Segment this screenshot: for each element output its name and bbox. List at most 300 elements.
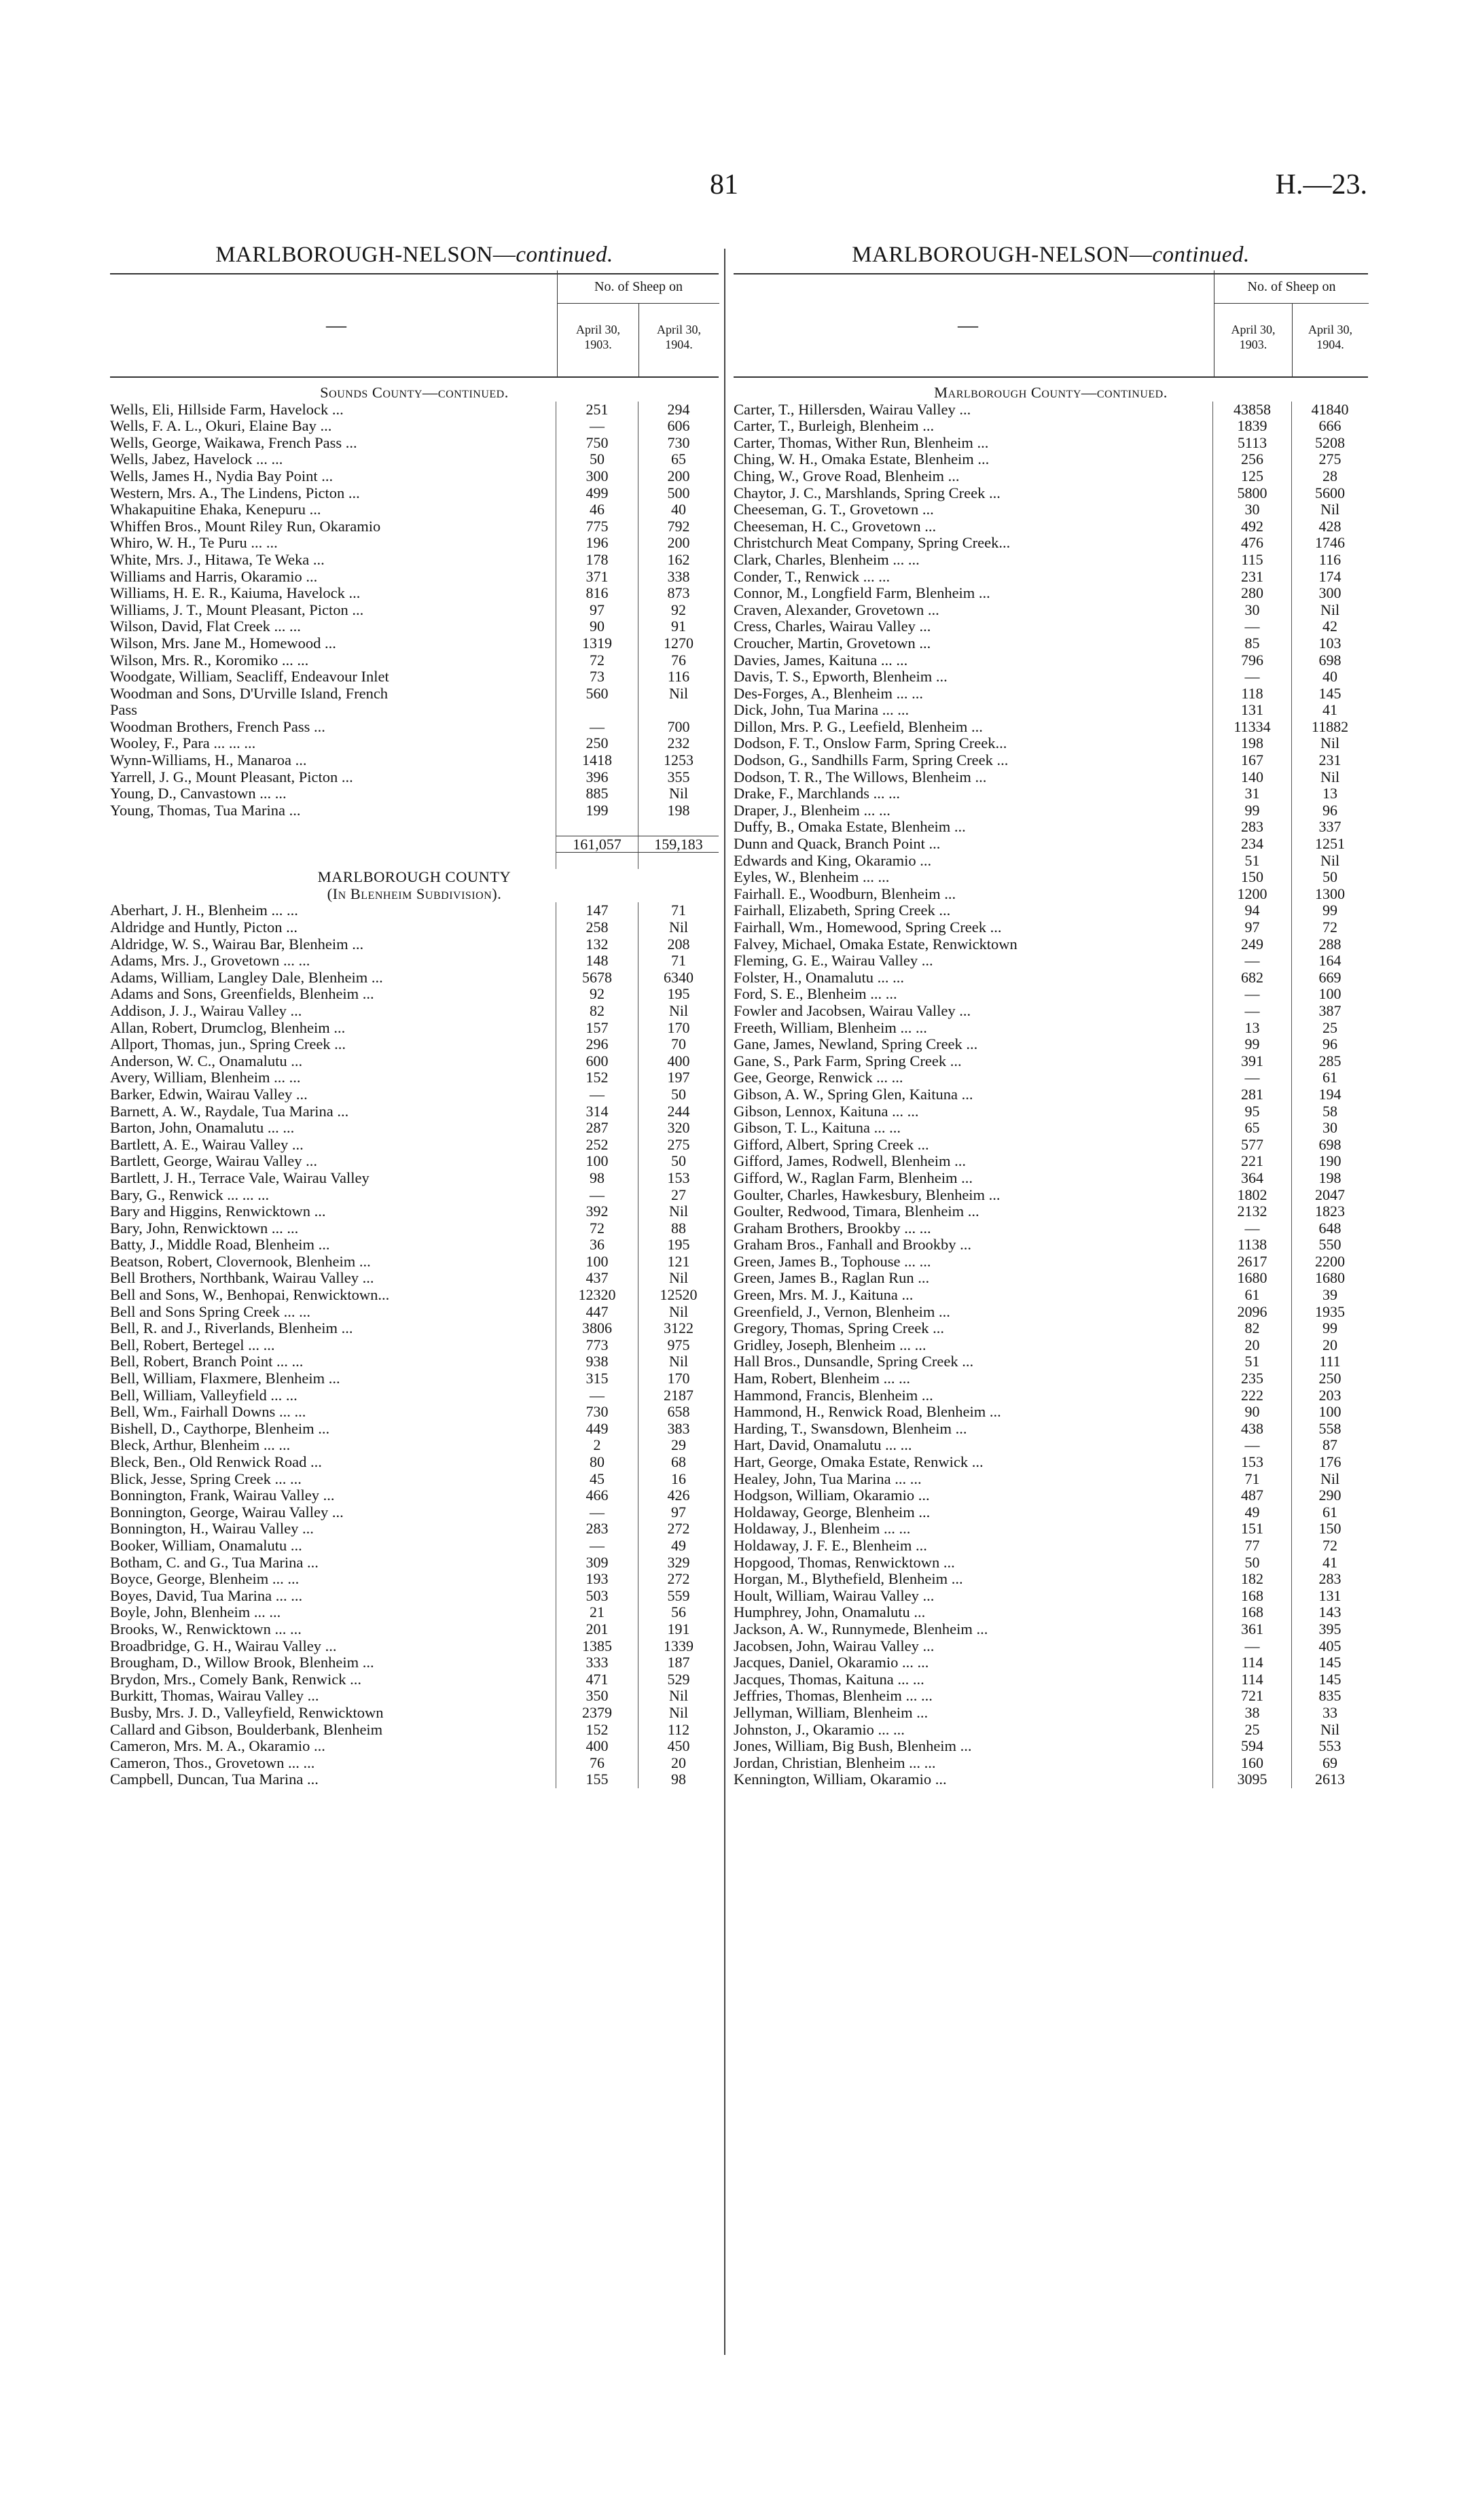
owner-name: Cameron, Mrs. M. A., Okaramio ...	[110, 1738, 325, 1755]
owner-name: Gifford, James, Rodwell, Blenheim ...	[734, 1153, 967, 1170]
sheep-1903: 577	[1212, 1137, 1291, 1154]
header-col-1904-line1: April 30,	[1308, 323, 1352, 336]
table-row	[734, 785, 1368, 802]
table-row	[734, 1621, 1368, 1638]
table-row	[734, 1722, 1368, 1739]
table-row	[110, 1604, 719, 1621]
sheep-1903: 2132	[1212, 1203, 1291, 1220]
sheep-1904: 283	[1291, 1571, 1368, 1588]
sheep-1903: 148	[556, 953, 638, 970]
sheep-1903: 38	[1212, 1705, 1291, 1722]
sheep-1903: 730	[556, 1404, 638, 1421]
sheep-1903: 73	[556, 669, 638, 686]
header-col-1903	[1214, 303, 1292, 376]
owner-name: Fowler and Jacobsen, Wairau Valley ...	[734, 1002, 971, 1019]
table-row	[110, 953, 719, 970]
table-row	[110, 468, 719, 485]
owner-name: Gibson, Lennox, Kaituna ... ...	[734, 1103, 919, 1120]
sheep-1903: 1385	[556, 1638, 638, 1655]
sheep-1903: 94	[1212, 902, 1291, 919]
owner-name: Busby, Mrs. J. D., Valleyfield, Renwicktown	[110, 1704, 384, 1721]
sheep-1903: 1138	[1212, 1237, 1291, 1254]
owner-name: Folster, H., Onamalutu ... ...	[734, 969, 904, 986]
table-row	[734, 836, 1368, 853]
sheep-1904: 1251	[1291, 836, 1368, 853]
subtotal-row	[110, 836, 719, 853]
sheep-1904: 1270	[638, 635, 719, 652]
left-title-text: MARLBOROUGH-NELSON—	[215, 243, 516, 267]
sheep-1903: 45	[556, 1471, 638, 1488]
sheep-1903: 560	[556, 686, 638, 703]
right-title-text: MARLBOROUGH-NELSON—	[852, 243, 1153, 267]
owner-name: Falvey, Michael, Omaka Estate, Renwicktown	[734, 936, 1018, 953]
sheep-1904: Nil	[1291, 1722, 1368, 1739]
table-row	[110, 1237, 719, 1254]
owner-name: Bonnington, George, Wairau Valley ...	[110, 1504, 344, 1521]
sheep-1904: Nil	[638, 1705, 719, 1722]
owner-name: Wooley, F., Para ... ... ...	[110, 735, 256, 752]
table-row	[734, 618, 1368, 635]
table-row	[110, 1705, 719, 1722]
owner-name: Beatson, Robert, Clovernook, Blenheim ...	[110, 1253, 371, 1270]
page-number: 81	[710, 169, 738, 200]
table-row	[110, 819, 719, 836]
sheep-1903: —	[1212, 1069, 1291, 1086]
table-row	[110, 1771, 719, 1788]
sheep-1903: 5113	[1212, 435, 1291, 452]
owner-name: Ford, S. E., Blenheim ... ...	[734, 986, 897, 1003]
table-row	[734, 1588, 1368, 1605]
sheep-1903: 99	[1212, 1036, 1291, 1053]
owner-name: Wilson, Mrs. R., Koromiko ... ...	[110, 652, 309, 669]
sheep-1903: 400	[556, 1738, 638, 1755]
sheep-1903: 2617	[1212, 1254, 1291, 1271]
sheep-1904: 11882	[1291, 719, 1368, 736]
sheep-1904: 40	[1291, 669, 1368, 686]
owner-name: Davis, T. S., Epworth, Blenheim ...	[734, 669, 948, 686]
table-row	[734, 418, 1368, 435]
table-row	[734, 1320, 1368, 1337]
sheep-1903: 350	[556, 1688, 638, 1705]
owner-name: Graham Bros., Fanhall and Brookby ...	[734, 1237, 971, 1254]
sheep-1903: 300	[556, 468, 638, 485]
sheep-1903: 155	[556, 1771, 638, 1788]
sheep-1904: 16	[638, 1471, 719, 1488]
left-column	[110, 239, 719, 1788]
sheep-1904: 61	[1291, 1504, 1368, 1521]
sheep-1903: —	[556, 1387, 638, 1404]
sheep-1903: 132	[556, 936, 638, 953]
sheep-1903: 492	[1212, 518, 1291, 535]
owner-name: Hodgson, William, Okaramio ...	[734, 1487, 930, 1504]
sheep-1904: 1746	[1291, 535, 1368, 552]
sheep-1903: 85	[1212, 635, 1291, 652]
owner-name: Hoult, William, Wairau Valley ...	[734, 1587, 935, 1604]
sheep-1903: 2	[556, 1437, 638, 1454]
sheep-1904: 426	[638, 1487, 719, 1504]
table-row	[734, 1654, 1368, 1671]
sheep-1903: 92	[556, 986, 638, 1003]
sheep-1904: 294	[638, 402, 719, 419]
owner-name: Edwards and King, Okaramio ...	[734, 852, 932, 869]
left-title-suffix: continued.	[516, 243, 613, 267]
sheep-1903: 115	[1212, 552, 1291, 569]
owner-name: Bonnington, H., Wairau Valley ...	[110, 1521, 314, 1538]
table-row	[110, 1738, 719, 1755]
table-row	[734, 1237, 1368, 1254]
sheep-1903: 198	[1212, 735, 1291, 752]
sheep-1904: 61	[1291, 1069, 1368, 1086]
sheep-1904: 103	[1291, 635, 1368, 652]
sheep-1904: 191	[638, 1621, 719, 1638]
header-col-1903	[557, 303, 638, 376]
sheep-1903: 750	[556, 435, 638, 452]
sheep-1904: 200	[638, 468, 719, 485]
section-heading	[110, 869, 719, 886]
table-row	[110, 585, 719, 602]
table-row	[110, 1053, 719, 1070]
sheep-1903: —	[556, 719, 638, 736]
owner-name: Barton, John, Onamalutu ... ...	[110, 1120, 295, 1137]
table-row	[110, 1638, 719, 1655]
sheep-1904	[638, 853, 719, 870]
sheep-1904: 300	[1291, 585, 1368, 602]
sheep-1903: 1802	[1212, 1187, 1291, 1204]
sheep-1903: 283	[1212, 819, 1291, 836]
sheep-1904: 873	[638, 585, 719, 602]
owner-name: Woodgate, William, Seacliff, Endeavour Inlet	[110, 669, 389, 686]
sheep-1904: 49	[638, 1538, 719, 1555]
owner-name: Adams and Sons, Greenfields, Blenheim ...	[110, 986, 374, 1003]
sheep-1904: 500	[638, 485, 719, 502]
sheep-1903: 1839	[1212, 418, 1291, 435]
sheep-1904: 383	[638, 1421, 719, 1438]
table-row	[734, 1555, 1368, 1572]
owner-name: Avery, William, Blenheim ... ...	[110, 1069, 301, 1086]
sheep-1904: 12520	[638, 1287, 719, 1304]
sheep-1903: 182	[1212, 1571, 1291, 1588]
sheep-1903: 114	[1212, 1654, 1291, 1671]
sheep-1903: 168	[1212, 1604, 1291, 1621]
sheep-1903: 221	[1212, 1153, 1291, 1170]
section-heading-text: MARLBOROUGH COUNTY	[317, 869, 511, 886]
table-row	[734, 1337, 1368, 1354]
sheep-1903: 118	[1212, 686, 1291, 703]
header-col-1904-line1: April 30,	[657, 323, 701, 336]
table-row	[734, 886, 1368, 903]
table-row	[110, 802, 719, 819]
owner-name: Bell and Sons Spring Creek ... ...	[110, 1303, 310, 1320]
sheep-1903: —	[1212, 986, 1291, 1003]
sheep-1904: 174	[1291, 569, 1368, 586]
owner-name: Healey, John, Tua Marina ... ...	[734, 1470, 922, 1487]
sheep-1904: 50	[638, 1086, 719, 1103]
table-row	[734, 719, 1368, 736]
table-row	[734, 435, 1368, 452]
sheep-1904: 400	[638, 1053, 719, 1070]
sheep-1904: Nil	[638, 1203, 719, 1220]
sheep-1904: 730	[638, 435, 719, 452]
sheep-1903: —	[1212, 1220, 1291, 1237]
table-row	[734, 1220, 1368, 1237]
sheep-1904: 975	[638, 1337, 719, 1354]
section-heading	[734, 385, 1368, 402]
sheep-1904: 29	[638, 1437, 719, 1454]
table-row	[110, 853, 719, 870]
sheep-1903: 437	[556, 1270, 638, 1287]
sheep-1903: 46	[556, 501, 638, 518]
sheep-1903: 476	[1212, 535, 1291, 552]
sheep-1904: 162	[638, 552, 719, 569]
table-row	[110, 1671, 719, 1688]
owner-name: Horgan, M., Blythefield, Blenheim ...	[734, 1571, 963, 1588]
table-row	[110, 752, 719, 769]
sheep-1904: 450	[638, 1738, 719, 1755]
table-row	[110, 1036, 719, 1053]
owner-name: Wells, James H., Nydia Bay Point ...	[110, 467, 334, 484]
owner-name	[110, 853, 556, 870]
table-row	[734, 1137, 1368, 1154]
table-row	[110, 1454, 719, 1471]
table-row	[734, 1705, 1368, 1722]
table-row	[110, 418, 719, 435]
table-row	[734, 1521, 1368, 1538]
header-dash: —	[958, 314, 978, 336]
sheep-1904: 111	[1291, 1353, 1368, 1370]
owner-name: Wells, George, Waikawa, French Pass ...	[110, 434, 357, 451]
owner-name: Williams, H. E. R., Kaiuma, Havelock ...	[110, 585, 361, 602]
owner-name: Duffy, B., Omaka Estate, Blenheim ...	[734, 819, 966, 836]
owner-name: Dunn and Quack, Branch Point ...	[734, 836, 941, 853]
owner-name: Aberhart, J. H., Blenheim ... ...	[110, 902, 298, 919]
sheep-1904: 700	[638, 719, 719, 736]
sheep-1903: 100	[556, 1153, 638, 1170]
owner-name: Chaytor, J. C., Marshlands, Spring Creek ...	[734, 484, 1001, 501]
table-row	[110, 785, 719, 802]
owner-name: Bell, Robert, Branch Point ... ...	[110, 1353, 304, 1370]
table-row	[110, 602, 719, 619]
sheep-1903: 1319	[556, 635, 638, 652]
sheep-1904: 195	[638, 1237, 719, 1254]
sheep-1903: 438	[1212, 1421, 1291, 1438]
sheep-1903: 125	[1212, 468, 1291, 485]
sheep-1904: 698	[1291, 1137, 1368, 1154]
sheep-1904: 187	[638, 1654, 719, 1671]
sheep-1904: 272	[638, 1521, 719, 1538]
sheep-1903: 1680	[1212, 1270, 1291, 1287]
sheep-1904: 197	[638, 1069, 719, 1086]
table-row	[110, 1287, 719, 1304]
table-row	[734, 1203, 1368, 1220]
table-row	[734, 1404, 1368, 1421]
sheep-1903: 50	[556, 451, 638, 468]
table-row	[734, 1454, 1368, 1471]
sheep-1904: 1935	[1291, 1304, 1368, 1321]
sheep-1903: 447	[556, 1304, 638, 1321]
sheep-1903: 5678	[556, 970, 638, 987]
sheep-1904: 244	[638, 1103, 719, 1120]
table-row	[110, 1437, 719, 1454]
sheep-1903: 178	[556, 552, 638, 569]
sheep-1904: 6340	[638, 970, 719, 987]
sheep-1903: 20	[1212, 1337, 1291, 1354]
sheep-1904: 25	[1291, 1020, 1368, 1037]
owner-name: Hart, David, Onamalutu ... ...	[734, 1437, 912, 1454]
owner-name: Cheeseman, H. C., Grovetown ...	[734, 518, 937, 535]
sheep-1903: 775	[556, 518, 638, 535]
sheep-1904: 2200	[1291, 1254, 1368, 1271]
owner-name: Bell, William, Flaxmere, Blenheim ...	[110, 1370, 340, 1387]
sheep-1903: 30	[1212, 501, 1291, 518]
right-table-header	[734, 270, 1368, 378]
table-row	[734, 1120, 1368, 1137]
sheep-1903: 296	[556, 1036, 638, 1053]
sheep-1904: 70	[638, 1036, 719, 1053]
table-row	[110, 1722, 719, 1739]
table-row	[734, 602, 1368, 619]
sheep-1903: 196	[556, 535, 638, 552]
sheep-1904: 529	[638, 1671, 719, 1688]
sheep-1903: 309	[556, 1555, 638, 1572]
sheep-1904: 100	[1291, 1404, 1368, 1421]
owner-name: Gee, George, Renwick ... ...	[734, 1069, 903, 1086]
sheep-1903: 131	[1212, 702, 1291, 719]
sheep-1903: —	[556, 1538, 638, 1555]
sheep-1903: —	[556, 1504, 638, 1521]
owner-name: Jacobsen, John, Wairau Valley ...	[734, 1637, 935, 1654]
owner-name: Harding, T., Swansdown, Blenheim ...	[734, 1420, 967, 1437]
owner-name: Carter, T., Burleigh, Blenheim ...	[734, 418, 935, 435]
right-rows	[734, 378, 1368, 1788]
owner-name	[110, 819, 556, 836]
table-row	[110, 1387, 719, 1404]
sheep-1904: 3122	[638, 1320, 719, 1337]
sheep-1903: 231	[1212, 569, 1291, 586]
table-row	[734, 1755, 1368, 1772]
owner-name: Bary, G., Renwick ... ... ...	[110, 1186, 270, 1203]
sheep-1903: 140	[1212, 769, 1291, 786]
sheep-1904: 170	[638, 1020, 719, 1037]
sheep-1904: 145	[1291, 686, 1368, 703]
sheep-1903: 25	[1212, 1722, 1291, 1739]
owner-name: Barker, Edwin, Wairau Valley ...	[110, 1086, 308, 1103]
sheep-1904: 58	[1291, 1103, 1368, 1120]
sheep-1904: 194	[1291, 1086, 1368, 1103]
sheep-1904: 72	[1291, 1538, 1368, 1555]
sheep-1903: 251	[556, 402, 638, 419]
sheep-1903: —	[556, 1086, 638, 1103]
sheep-1903: —	[556, 1187, 638, 1204]
sheep-1904: 558	[1291, 1421, 1368, 1438]
table-row	[734, 1103, 1368, 1120]
sheep-1903: 11334	[1212, 719, 1291, 736]
sheep-1904: Nil	[638, 919, 719, 936]
section-heading	[110, 886, 719, 903]
table-row	[110, 535, 719, 552]
table-row	[734, 1771, 1368, 1788]
sheep-1903: 50	[1212, 1555, 1291, 1572]
sheep-1904: 275	[1291, 451, 1368, 468]
sheep-1904: 170	[638, 1370, 719, 1387]
sheep-1904: 33	[1291, 1705, 1368, 1722]
sheep-1904: 2613	[1291, 1771, 1368, 1788]
sheep-1903: 76	[556, 1755, 638, 1772]
sheep-1903: 95	[1212, 1103, 1291, 1120]
header-col-1904-line2: 1904.	[665, 338, 693, 351]
sheep-1904: 231	[1291, 752, 1368, 769]
sheep-1904: 208	[638, 936, 719, 953]
sheep-1903: 5800	[1212, 485, 1291, 502]
owner-name: Adams, William, Langley Dale, Blenheim ...	[110, 969, 383, 986]
table-row	[734, 1170, 1368, 1187]
table-row	[110, 435, 719, 452]
left-rows	[110, 378, 719, 1788]
sheep-1904: Nil	[1291, 1471, 1368, 1488]
sheep-1904: 405	[1291, 1638, 1368, 1655]
sheep-1903: 99	[1212, 802, 1291, 819]
sheep-1903: 1200	[1212, 886, 1291, 903]
owner-name: Croucher, Martin, Grovetown ...	[734, 635, 931, 652]
table-row	[734, 1688, 1368, 1705]
table-row	[734, 702, 1368, 719]
sheep-1903: —	[1212, 1437, 1291, 1454]
owner-name: Woodman Brothers, French Pass ...	[110, 718, 325, 735]
table-row	[734, 1538, 1368, 1555]
sheep-1903: —	[1212, 1638, 1291, 1655]
owner-name: Boyce, George, Blenheim ... ...	[110, 1571, 300, 1588]
table-row	[734, 1671, 1368, 1688]
sheep-1904: 1253	[638, 752, 719, 769]
sheep-1903: 90	[1212, 1404, 1291, 1421]
table-row	[110, 451, 719, 468]
owner-name: Johnston, J., Okaramio ... ...	[734, 1721, 905, 1738]
owner-name: Young, D., Canvastown ... ...	[110, 785, 287, 802]
table-row	[734, 853, 1368, 870]
table-row	[734, 769, 1368, 786]
sheep-1904: 42	[1291, 618, 1368, 635]
table-row	[110, 1320, 719, 1337]
owner-name: Humphrey, John, Onamalutu ...	[734, 1604, 926, 1621]
sheep-1904: 2047	[1291, 1187, 1368, 1204]
sheep-1904: 27	[638, 1187, 719, 1204]
owner-name: Boyes, David, Tua Marina ... ...	[110, 1587, 303, 1604]
table-row	[110, 686, 719, 703]
sheep-1903: 21	[556, 1604, 638, 1621]
sheep-1903: 314	[556, 1103, 638, 1120]
sheep-1903: 71	[1212, 1471, 1291, 1488]
sheep-1904: 553	[1291, 1738, 1368, 1755]
owner-name: Bartlett, A. E., Wairau Valley ...	[110, 1136, 304, 1153]
sheep-1904: 2187	[638, 1387, 719, 1404]
table-row	[110, 1187, 719, 1204]
table-row	[734, 501, 1368, 518]
sheep-1904: 1300	[1291, 886, 1368, 903]
owner-name: Wells, Eli, Hillside Farm, Havelock ...	[110, 401, 344, 418]
table-row	[110, 1304, 719, 1321]
owner-name: Cameron, Thos., Grovetown ... ...	[110, 1754, 315, 1771]
sheep-1903: 449	[556, 1421, 638, 1438]
sheep-1904: 198	[638, 802, 719, 819]
sheep-1903: 396	[556, 769, 638, 786]
sheep-1903: 167	[1212, 752, 1291, 769]
table-row	[110, 986, 719, 1003]
owner-name: Green, Mrs. M. J., Kaituna ...	[734, 1287, 914, 1304]
sheep-1903: 61	[1212, 1287, 1291, 1304]
sheep-1903: 98	[556, 1170, 638, 1187]
owner-name: Wells, F. A. L., Okuri, Elaine Bay ...	[110, 418, 332, 435]
table-row	[110, 1555, 719, 1572]
sheep-1904: 41840	[1291, 402, 1368, 419]
